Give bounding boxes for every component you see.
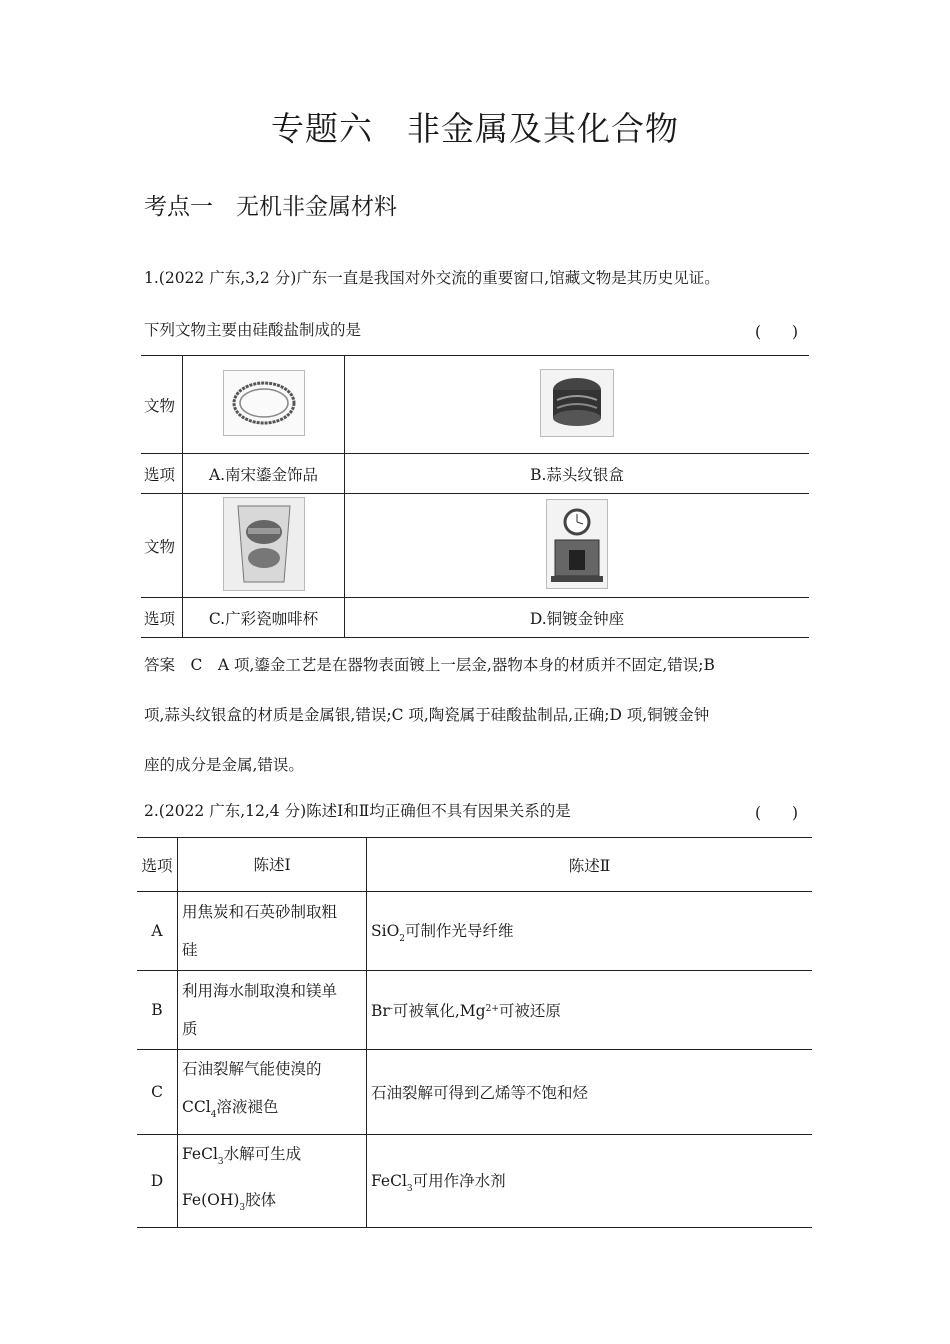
header-statement-1: 陈述Ⅰ: [178, 838, 367, 892]
header-statement-2: 陈述Ⅱ: [367, 838, 813, 892]
silver-box-image: [540, 369, 614, 437]
statement-2-b: Br-可被氧化$,Mg^{2+}$可被还原: [367, 971, 813, 1050]
row-option-c: C: [137, 1050, 178, 1135]
q1-answer-line2: 项,蒜头纹银盒的材质是金属银,错误;C 项,陶瓷属于硅酸盐制品,正确;D 项,铜镀金钟: [144, 706, 710, 724]
statement-1-c: 石油裂解气能使溴的 CCl$_4$溶液褪色: [178, 1050, 367, 1135]
row-label-option: 选项: [141, 598, 183, 638]
option-c: C.广彩瓷咖啡杯: [183, 598, 345, 638]
row-option-d: D: [137, 1135, 178, 1228]
row-option-a: A: [137, 892, 178, 971]
option-a: A.南宋鎏金饰品: [183, 454, 345, 494]
row-label-relic: 文物: [141, 494, 183, 598]
q2-statements-table: [137, 837, 812, 1228]
row-label-relic: 文物: [141, 356, 183, 454]
statement-1-d: FeCl$_3$水解可生成 $Fe(OH)_3$胶体: [178, 1135, 367, 1228]
q1-answer-line1: 答案 C A 项,鎏金工艺是在器物表面镀上一层金,器物本身的材质并不固定,错误;B: [144, 656, 715, 674]
q1-stem-line1: 1.(2022 广东,3,2 分)广东一直是我国对外交流的重要窗口,馆藏文物是其历史见证。: [144, 269, 720, 287]
section-heading: 考点一 无机非金属材料: [144, 194, 397, 220]
page-title: 专题六 非金属及其化合物: [271, 109, 679, 148]
gold-ornament-image: [223, 370, 305, 436]
q1-stem-line2: 下列文物主要由硅酸盐制成的是: [144, 321, 362, 339]
option-d: D.铜镀金钟座: [345, 598, 810, 638]
row-option-b: B: [137, 971, 178, 1050]
q1-answer-paren: ( ): [755, 323, 799, 341]
header-option: 选项: [137, 838, 178, 892]
q2-stem: 2.(2022 广东,12,4 分)陈述Ⅰ和Ⅱ均正确但不具有因果关系的是: [144, 802, 571, 820]
q1-options-table: [141, 355, 809, 638]
statement-2-d: FeCl$_3$可用作净水剂: [367, 1135, 813, 1228]
statement-1-b: 利用海水制取溴和镁单 质: [178, 971, 367, 1050]
statement-2-a: SiO$_2$可制作光导纤维: [367, 892, 813, 971]
q2-answer-paren: ( ): [755, 804, 799, 822]
statement-2-c: 石油裂解可得到乙烯等不饱和烃: [367, 1050, 813, 1135]
bronze-clock-image: [546, 499, 608, 589]
statement-1-a: 用焦炭和石英砂制取粗 硅: [178, 892, 367, 971]
porcelain-cup-image: [223, 497, 305, 591]
row-label-option: 选项: [141, 454, 183, 494]
q1-answer-line3: 座的成分是金属,错误。: [144, 756, 304, 774]
option-b: B.蒜头纹银盒: [345, 454, 810, 494]
